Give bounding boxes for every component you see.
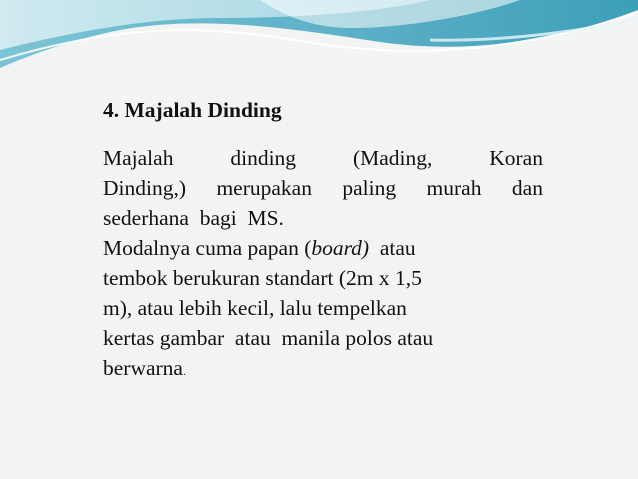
text-segment: atau — [369, 236, 416, 260]
word: dan — [511, 176, 543, 200]
word: murah — [426, 176, 482, 200]
text-segment: Modalnya cuma papan ( — [103, 236, 312, 260]
paragraph-2-line-2: tembok berukuran standart (2m x 1,5 — [103, 266, 422, 290]
paragraph-1-line-3: sederhana bagi MS. — [103, 206, 284, 230]
paragraph-2-line-5 — [103, 353, 543, 386]
word: dinding — [230, 146, 297, 170]
decorative-wave-header — [0, 0, 638, 80]
word: Koran — [489, 146, 543, 170]
paragraph-2 — [103, 233, 543, 386]
word: (Mading, — [352, 146, 433, 170]
word: Dinding,) — [103, 176, 187, 200]
paragraph-2-line-3: m), atau lebih kecil, lalu tempelkan — [103, 296, 407, 320]
paragraph-2-line-1 — [103, 233, 543, 263]
word: Majalah — [103, 146, 174, 170]
paragraph-2-line-4: kertas gambar atau manila polos atau — [103, 326, 434, 350]
section-heading: 4. Majalah Dinding — [103, 98, 282, 122]
paragraph-1 — [103, 143, 543, 233]
word: paling — [342, 176, 397, 200]
text-body — [103, 95, 543, 386]
text-segment: . — [182, 364, 186, 378]
paragraph-1-line-1 — [103, 143, 543, 173]
paragraph-1-line-2 — [103, 173, 543, 203]
text-segment: berwarna — [103, 356, 183, 380]
word: merupakan — [216, 176, 312, 200]
text-emphasis: board) — [311, 236, 370, 260]
